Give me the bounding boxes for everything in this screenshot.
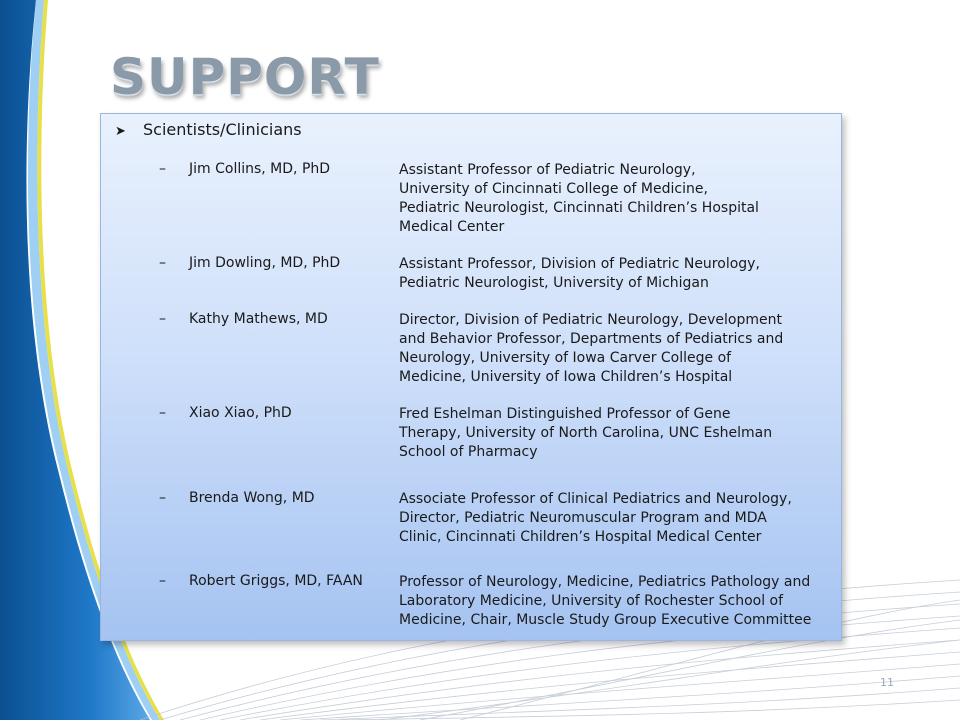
description-line: Pediatric Neurologist, University of Michigan: [399, 275, 709, 291]
person-description: [399, 490, 839, 547]
person-name: Kathy Mathews, MD: [189, 311, 328, 327]
description-line: Associate Professor of Clinical Pediatrics and Neurology,: [399, 491, 792, 507]
description-line: Therapy, University of North Carolina, UNC Eshelman: [399, 425, 773, 441]
dash-bullet: –: [159, 161, 166, 177]
description-line: and Behavior Professor, Departments of Pediatrics and: [399, 331, 784, 347]
person-name: Jim Dowling, MD, PhD: [189, 255, 341, 271]
slide-title: SUPPORT: [110, 48, 380, 106]
page-number: 11: [880, 676, 894, 689]
person-description: [399, 405, 839, 462]
content-box: [100, 113, 842, 641]
dash-bullet: –: [159, 255, 166, 271]
description-line: Medicine, Chair, Muscle Study Group Executive Committee: [399, 612, 812, 628]
dash-bullet: –: [159, 573, 166, 589]
person-description: [399, 255, 839, 293]
description-line: Assistant Professor, Division of Pediatric Neurology,: [399, 256, 760, 272]
person-description: [399, 573, 839, 630]
description-line: Director, Division of Pediatric Neurology, Development: [399, 312, 782, 328]
description-line: Neurology, University of Iowa Carver College of: [399, 350, 732, 366]
description-line: Director, Pediatric Neuromuscular Program and MDA: [399, 510, 767, 526]
description-line: School of Pharmacy: [399, 444, 538, 460]
section-heading-label: Scientists/Clinicians: [143, 120, 302, 139]
description-line: University of Cincinnati College of Medicine,: [399, 181, 708, 197]
person-name: Brenda Wong, MD: [189, 490, 315, 506]
section-heading: [115, 120, 302, 139]
description-line: Medical Center: [399, 219, 505, 235]
description-line: Fred Eshelman Distinguished Professor of Gene: [399, 406, 731, 422]
dash-bullet: –: [159, 490, 166, 506]
description-line: Assistant Professor of Pediatric Neurology,: [399, 162, 696, 178]
dash-bullet: –: [159, 405, 166, 421]
description-line: Laboratory Medicine, University of Rochester School of: [399, 593, 784, 609]
arrow-bullet-icon: ➤: [115, 124, 126, 139]
person-name: Jim Collins, MD, PhD: [189, 161, 331, 177]
person-description: [399, 161, 839, 237]
person-description: [399, 311, 839, 387]
dash-bullet: –: [159, 311, 166, 327]
description-line: Clinic, Cincinnati Children’s Hospital Medical Center: [399, 529, 762, 545]
description-line: Medicine, University of Iowa Children’s Hospital: [399, 369, 733, 385]
description-line: Professor of Neurology, Medicine, Pediatrics Pathology and: [399, 574, 811, 590]
person-name: Xiao Xiao, PhD: [189, 405, 292, 421]
person-name: Robert Griggs, MD, FAAN: [189, 573, 363, 589]
description-line: Pediatric Neurologist, Cincinnati Children’s Hospital: [399, 200, 759, 216]
